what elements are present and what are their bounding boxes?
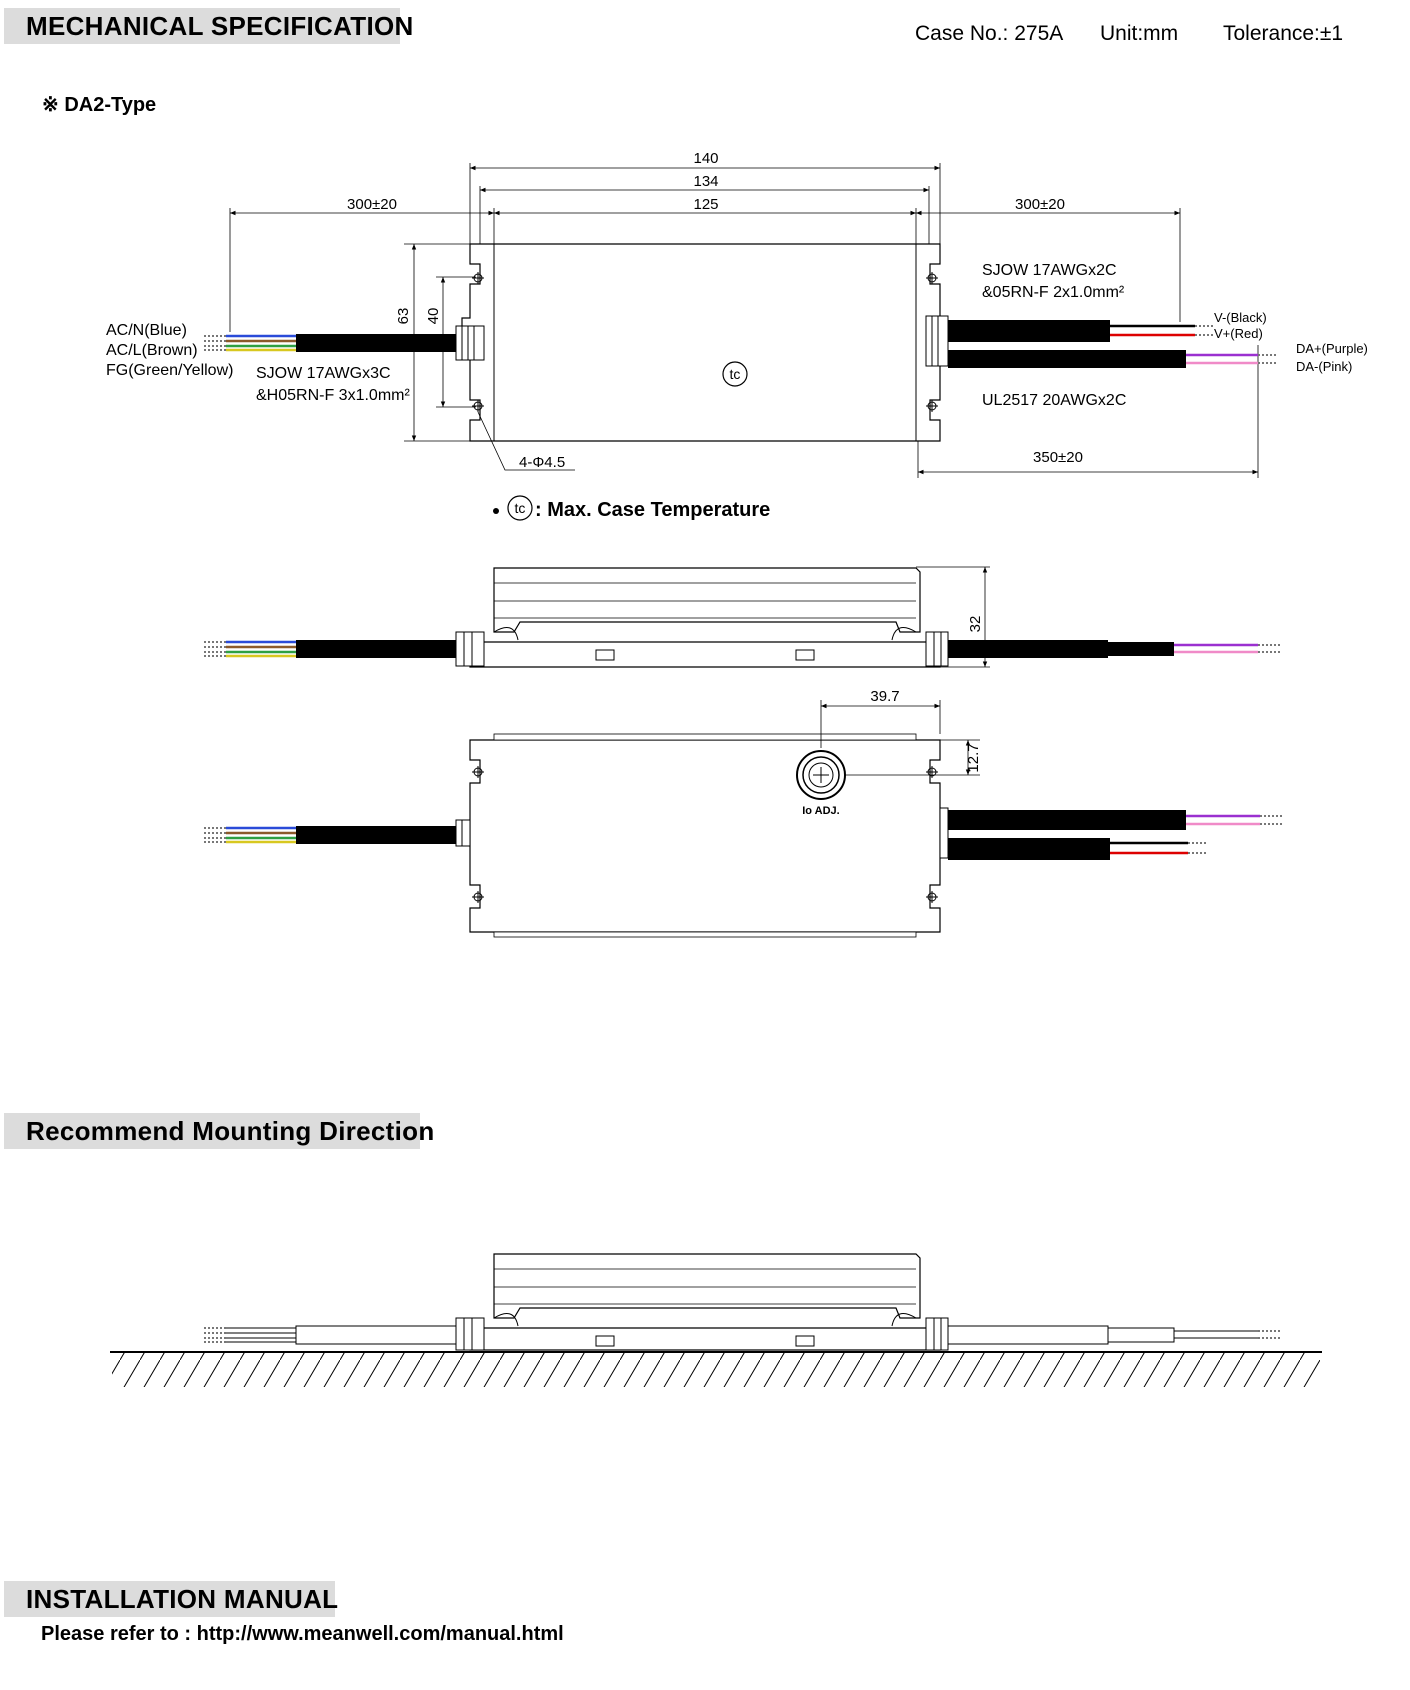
output-power-cable [948, 320, 1110, 342]
dim-12-7: 12.7 [965, 743, 982, 773]
output-cable-spec-1: SJOW 17AWGx2C [982, 262, 1117, 279]
dim-right-cable: 300±20 [1015, 196, 1065, 213]
section-title: Recommend Mounting Direction [26, 1115, 435, 1146]
input-cable-spec-2: &H05RN-F 3x1.0mm² [256, 387, 410, 404]
input-gland [456, 326, 484, 360]
input-cable [296, 334, 460, 352]
dim-125: 125 [693, 196, 719, 213]
input-cable-spec-1: SJOW 17AWGx3C [256, 365, 391, 382]
section-title: MECHANICAL SPECIFICATION [26, 10, 414, 41]
dim-32: 32 [967, 615, 984, 633]
unit: Unit:mm [1100, 22, 1179, 45]
wire-v-plus: V+(Red) [1214, 326, 1263, 341]
output-gland [926, 316, 948, 366]
wire-v-minus: V-(Black) [1214, 310, 1267, 325]
svg-text:tc: tc [514, 500, 526, 516]
section-title: INSTALLATION MANUAL [26, 1583, 339, 1614]
output-cable-spec-2: &05RN-F 2x1.0mm² [982, 284, 1125, 301]
tc-note [493, 496, 770, 521]
dali-cable-spec: UL2517 20AWGx2C [982, 392, 1127, 409]
enclosure-top-outline [462, 244, 940, 441]
bottom-view [204, 688, 1282, 937]
case-number: Case No.: 275A [915, 22, 1064, 45]
wire-da-minus: DA-(Pink) [1296, 359, 1353, 374]
side-view [204, 567, 1280, 667]
dim-da-cable: 350±20 [1033, 449, 1083, 466]
dim-left-cable: 300±20 [347, 196, 397, 213]
install-manual-link[interactable]: Please refer to : http://www.meanwell.com/manual.html [41, 1623, 564, 1645]
tc-marker-icon [723, 362, 747, 386]
dim-134: 134 [693, 173, 719, 190]
ground-hatch [112, 1353, 1320, 1387]
type-label: ※ DA2-Type [42, 94, 157, 116]
dim-40: 40 [425, 307, 442, 325]
io-adj-label: Io ADJ. [802, 805, 840, 817]
tc-note-text: : Max. Case Temperature [535, 499, 771, 521]
holes-label: 4-Φ4.5 [519, 454, 566, 471]
top-view [106, 150, 1368, 478]
dim-39-7: 39.7 [870, 688, 900, 705]
dali-cable [948, 350, 1186, 368]
tolerance: Tolerance:±1 [1223, 22, 1344, 45]
wire-fg: FG(Green/Yellow) [106, 362, 234, 379]
wire-da-plus: DA+(Purple) [1296, 341, 1368, 356]
wire-ac-n: AC/N(Blue) [106, 322, 187, 339]
io-adjust-potentiometer-icon [797, 751, 845, 799]
dim-140: 140 [693, 150, 719, 167]
wire-ac-l: AC/L(Brown) [106, 342, 198, 359]
svg-text:tc: tc [729, 366, 741, 382]
mounting-direction-view [110, 1254, 1322, 1387]
input-wire-bundle [226, 336, 296, 350]
dim-63: 63 [395, 307, 412, 325]
